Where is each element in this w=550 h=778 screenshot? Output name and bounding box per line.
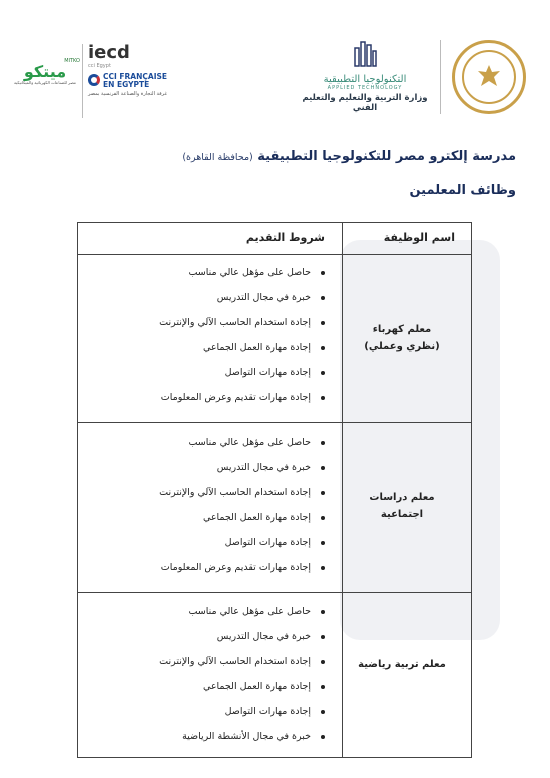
bullet-icon	[321, 371, 325, 375]
job-title-line2: (نظري وعملي)	[364, 341, 440, 352]
bullet-icon	[321, 685, 325, 689]
list-item: إجادة استخدام الحاسب الآلي والإنترنت	[159, 656, 325, 667]
list-item: إجادة استخدام الحاسب الآلي والإنترنت	[159, 487, 325, 498]
job-title-line1: معلم دراسات اجتماعية	[369, 492, 435, 520]
bullet-icon	[321, 296, 325, 300]
list-item: إجادة مهارات التواصل	[225, 367, 325, 378]
ministry-emblem-logo	[452, 40, 526, 114]
bullet-icon	[321, 735, 325, 739]
list-item: إجادة مهارات التواصل	[225, 706, 325, 717]
cci-name-line2: EN EGYPTE	[103, 80, 150, 89]
list-item: حاصل على مؤهل عالي مناسب	[188, 267, 325, 278]
list-item: إجادة مهارة العمل الجماعي	[203, 342, 325, 353]
list-item: إجادة مهارات التواصل	[225, 537, 325, 548]
mitco-sub: مصر للصناعات الكهربائية والميكانيكية	[14, 80, 76, 85]
bullet-icon	[321, 271, 325, 275]
table-header-divider	[78, 254, 471, 255]
moe-sub: APPLIED TECHNOLOGY	[327, 85, 403, 91]
iecd-sub: cci Egypt	[88, 63, 111, 69]
eagle-icon	[474, 62, 504, 92]
school-location: (محافظة القاهرة)	[182, 152, 253, 163]
bullet-icon	[321, 610, 325, 614]
bullet-icon	[321, 635, 325, 639]
table-row-divider	[78, 422, 471, 423]
bullet-icon	[321, 321, 325, 325]
iecd-logo	[88, 44, 168, 120]
cci-sub: غرفة التجارة والصناعة الفرنسية بمصر	[88, 91, 167, 97]
school-name: مدرسة إلكترو مصر للتكنولوجيا التطبيقية	[257, 149, 516, 164]
mitco-top: MITKO	[64, 58, 80, 64]
bullet-icon	[321, 660, 325, 664]
bullet-icon	[321, 396, 325, 400]
job-title	[347, 489, 457, 523]
building-icon	[352, 38, 378, 68]
bullet-icon	[321, 441, 325, 445]
mitco-logo	[10, 58, 80, 102]
applied-technology-logo	[300, 38, 430, 118]
jobs-table	[77, 222, 472, 758]
bullet-icon	[321, 346, 325, 350]
column-header-requirements: شروط التقديم	[245, 231, 325, 244]
bullet-icon	[321, 541, 325, 545]
list-item: خبرة في مجال التدريس	[217, 462, 325, 473]
job-title-line1: معلم تربية رياضية	[358, 659, 446, 670]
list-item: إجادة استخدام الحاسب الآلي والإنترنت	[159, 317, 325, 328]
header-divider	[440, 40, 441, 114]
list-item: خبرة في مجال التدريس	[217, 292, 325, 303]
mitco-name: ميتكو	[23, 62, 67, 81]
job-title	[347, 321, 457, 355]
column-header-job: اسم الوظيفة	[383, 231, 455, 244]
list-item: إجادة مهارة العمل الجماعي	[203, 681, 325, 692]
cci-name-line1: CCI FRANÇAISE	[103, 72, 168, 81]
list-item: حاصل على مؤهل عالي مناسب	[188, 606, 325, 617]
section-title: وظائف المعلمين	[409, 183, 516, 198]
bullet-icon	[321, 491, 325, 495]
job-title-line1: معلم كهرباء	[372, 324, 432, 335]
list-item: خبرة في مجال الأنشطة الرياضية	[182, 731, 325, 742]
list-item: خبرة في مجال التدريس	[217, 631, 325, 642]
list-item: إجادة مهارة العمل الجماعي	[203, 512, 325, 523]
list-item: حاصل على مؤهل عالي مناسب	[188, 437, 325, 448]
iecd-name: iecd	[88, 42, 130, 63]
school-title	[182, 149, 516, 164]
moe-ministry: وزارة التربية والتعليم والتعليم الفني	[302, 93, 428, 113]
list-item: إجادة مهارات تقديم وعرض المعلومات	[161, 562, 325, 573]
table-row-divider	[78, 592, 471, 593]
moe-name: التكنولوجيا التطبيقية	[323, 74, 407, 85]
bullet-icon	[321, 710, 325, 714]
list-item: إجادة مهارات تقديم وعرض المعلومات	[161, 392, 325, 403]
bullet-icon	[321, 466, 325, 470]
bullet-icon	[321, 566, 325, 570]
cci-logo	[88, 73, 168, 89]
cci-mark-icon	[88, 74, 100, 86]
header-divider-2	[82, 44, 83, 118]
bullet-icon	[321, 516, 325, 520]
header	[0, 0, 550, 130]
table-column-divider	[342, 223, 343, 757]
job-title	[347, 656, 457, 673]
